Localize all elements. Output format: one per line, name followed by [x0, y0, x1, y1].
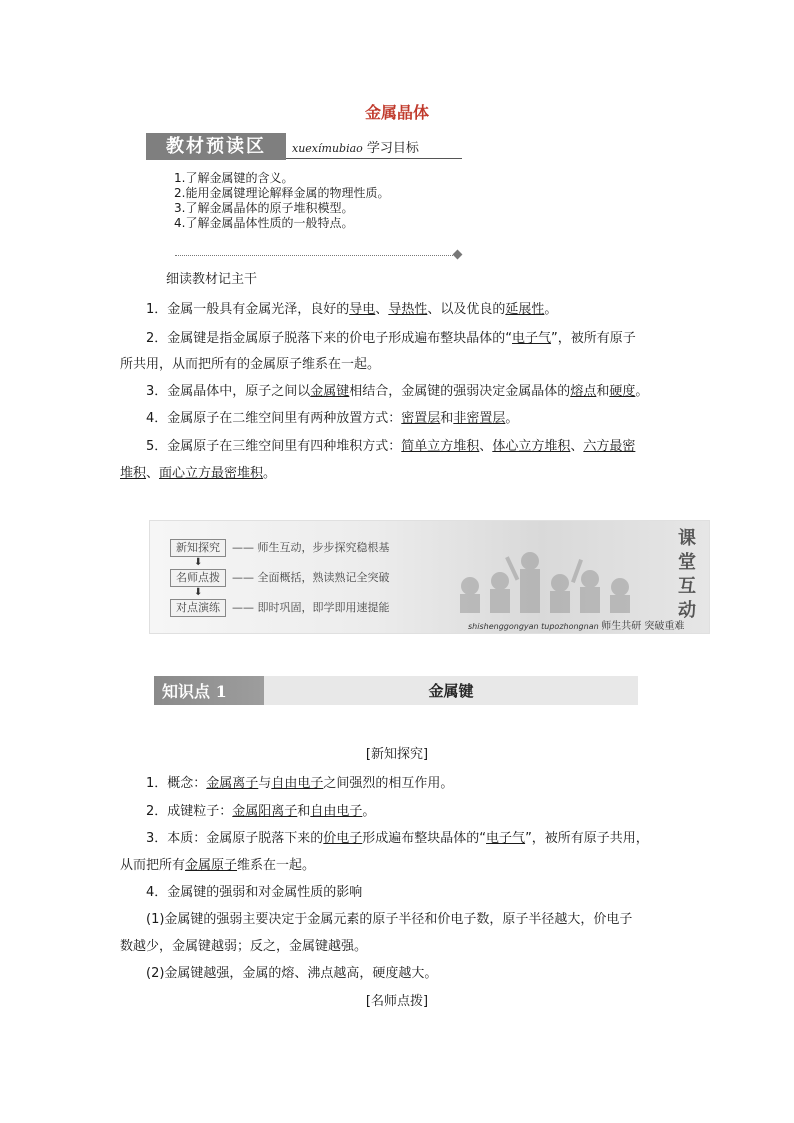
text: 3．金属晶体中，原子之间以 — [146, 384, 311, 399]
answer: 自由电子 — [271, 776, 324, 791]
arrow-down-icon: ⬇ — [194, 587, 203, 598]
explore-heading: [新知探究] — [365, 747, 429, 762]
step-text: —— 师生互动，步步探究稳根基 — [232, 541, 390, 554]
classroom-vertical-title — [675, 527, 699, 623]
step-box: 对点演练 — [170, 599, 226, 617]
text: 2．金属键是指金属原子脱落下来的价电子形成遍布整块晶体的“ — [146, 331, 513, 346]
text: 、 — [570, 439, 584, 454]
classroom-row — [170, 539, 390, 557]
section-label: 教材预读区 — [146, 133, 286, 160]
reading-item-1 — [146, 301, 557, 319]
reading-item-3 — [146, 383, 648, 401]
classroom-row — [170, 569, 390, 587]
answer: 密置层 — [401, 411, 441, 426]
goal-item: 3.了解金属晶体的原子堆积模型。 — [174, 201, 354, 215]
section-subtitle-text: 学习目标 — [366, 141, 419, 156]
classroom-pinyin: shishenggongyan tupozhongnan — [468, 622, 599, 631]
vertical-char: 动 — [678, 600, 696, 621]
text: 、 — [479, 439, 493, 454]
answer: 金属离子 — [206, 776, 259, 791]
learning-goals — [174, 171, 389, 231]
text: 与 — [258, 776, 272, 791]
knowledge-point-title: 金属键 — [428, 682, 474, 700]
goal-item: 4.了解金属晶体性质的一般特点。 — [174, 216, 354, 230]
text: 和 — [440, 411, 454, 426]
classroom-subtitle — [468, 617, 684, 632]
text: 2．成键粒子： — [146, 804, 233, 819]
answer: 自由电子 — [310, 804, 363, 819]
section-divider — [286, 158, 462, 159]
section-pinyin: xuexímubiao — [292, 142, 363, 155]
section-subtitle — [292, 137, 419, 156]
text: ”，被所有原子 — [551, 331, 636, 346]
step-text: —— 即时巩固，即学即用速提能 — [232, 601, 390, 614]
reading-item-5 — [146, 438, 635, 456]
reading-item-2-line2: 所共用，从而把所有的金属原子维系在一起。 — [120, 357, 381, 372]
answer: 导电 — [349, 302, 376, 317]
page-title: 金属晶体 — [364, 103, 429, 122]
step-box: 新知探究 — [170, 539, 226, 557]
vertical-char: 课 — [678, 528, 696, 549]
text: ”，被所有原子共用， — [525, 831, 649, 846]
answer: 六方最密 — [583, 439, 636, 454]
arrow-down-icon: ⬇ — [194, 557, 203, 568]
answer: 价电子 — [323, 831, 363, 846]
vertical-char: 堂 — [678, 552, 696, 573]
text: 。 — [263, 466, 277, 481]
classroom-sub: 师生共研 突破重难 — [601, 621, 685, 632]
text: 。 — [635, 384, 649, 399]
text: 3．本质：金属原子脱落下来的 — [146, 831, 324, 846]
answer: 金属阳离子 — [232, 804, 298, 819]
reading-heading: 细读教材记主干 — [166, 272, 258, 287]
answer: 电子气 — [486, 831, 526, 846]
text: 维系在一起。 — [237, 858, 316, 873]
answer: 面心立方最密堆积 — [159, 466, 264, 481]
answer: 熔点 — [570, 384, 597, 399]
answer: 非密置层 — [453, 411, 506, 426]
explore-item-3 — [146, 830, 649, 848]
explore-subitem-1-line2: 数越少，金属键越弱；反之，金属键越强。 — [120, 939, 368, 954]
answer: 简单立方堆积 — [401, 439, 480, 454]
classroom-row — [170, 599, 390, 617]
text: 1．金属一般具有金属光泽，良好的 — [146, 302, 350, 317]
goal-item: 2.能用金属键理论解释金属的物理性质。 — [174, 186, 390, 200]
vertical-char: 互 — [678, 576, 696, 597]
reading-item-2 — [146, 330, 636, 348]
step-text: —— 全面概括，熟读熟记全突破 — [232, 571, 390, 584]
text: 5．金属原子在三维空间里有四种堆积方式： — [146, 439, 402, 454]
goal-item: 1.了解金属键的含义。 — [174, 171, 294, 185]
reading-item-4 — [146, 410, 518, 428]
answer: 硬度 — [609, 384, 636, 399]
answer: 体心立方堆积 — [492, 439, 571, 454]
text: 相结合，金属键的强弱决定金属晶体的 — [349, 384, 571, 399]
explore-item-3-line2 — [120, 857, 315, 875]
classroom-photo — [450, 531, 650, 613]
answer: 导热性 — [388, 302, 428, 317]
text: 。 — [544, 302, 558, 317]
section-banner — [146, 133, 462, 160]
answer: 金属键 — [310, 384, 350, 399]
text: 1．概念： — [146, 776, 207, 791]
answer: 金属原子 — [185, 858, 238, 873]
reading-item-5-line2 — [120, 465, 276, 483]
dotted-divider — [175, 255, 455, 256]
explore-item-1 — [146, 775, 453, 793]
text: 和 — [297, 804, 311, 819]
knowledge-point-title-box — [264, 676, 638, 705]
text: 之间强烈的相互作用。 — [323, 776, 454, 791]
text: 、 — [146, 466, 160, 481]
classroom-banner — [149, 520, 710, 634]
text: 、以及优良的 — [427, 302, 506, 317]
text: 和 — [596, 384, 610, 399]
text: 。 — [362, 804, 376, 819]
text: 4．金属原子在二维空间里有两种放置方式： — [146, 411, 402, 426]
text: 、 — [375, 302, 389, 317]
step-box: 名师点拨 — [170, 569, 226, 587]
explore-item-4: 4．金属键的强弱和对金属性质的影响 — [146, 885, 363, 900]
answer: 延展性 — [505, 302, 545, 317]
knowledge-point-label: 知识点 1 — [162, 682, 227, 701]
text: 。 — [505, 411, 519, 426]
diamond-icon — [453, 250, 463, 260]
explore-subitem-2: (2)金属键越强，金属的熔、沸点越高，硬度越大。 — [146, 966, 438, 981]
explore-item-2 — [146, 803, 375, 821]
knowledge-point-bar — [154, 676, 638, 705]
text: 从而把所有 — [120, 858, 186, 873]
answer: 堆积 — [120, 466, 147, 481]
tip-heading: [名师点拨] — [365, 994, 429, 1009]
answer: 电子气 — [512, 331, 552, 346]
explore-subitem-1: (1)金属键的强弱主要决定于金属元素的原子半径和价电子数，原子半径越大，价电子 — [146, 912, 633, 927]
text: 形成遍布整块晶体的“ — [362, 831, 487, 846]
